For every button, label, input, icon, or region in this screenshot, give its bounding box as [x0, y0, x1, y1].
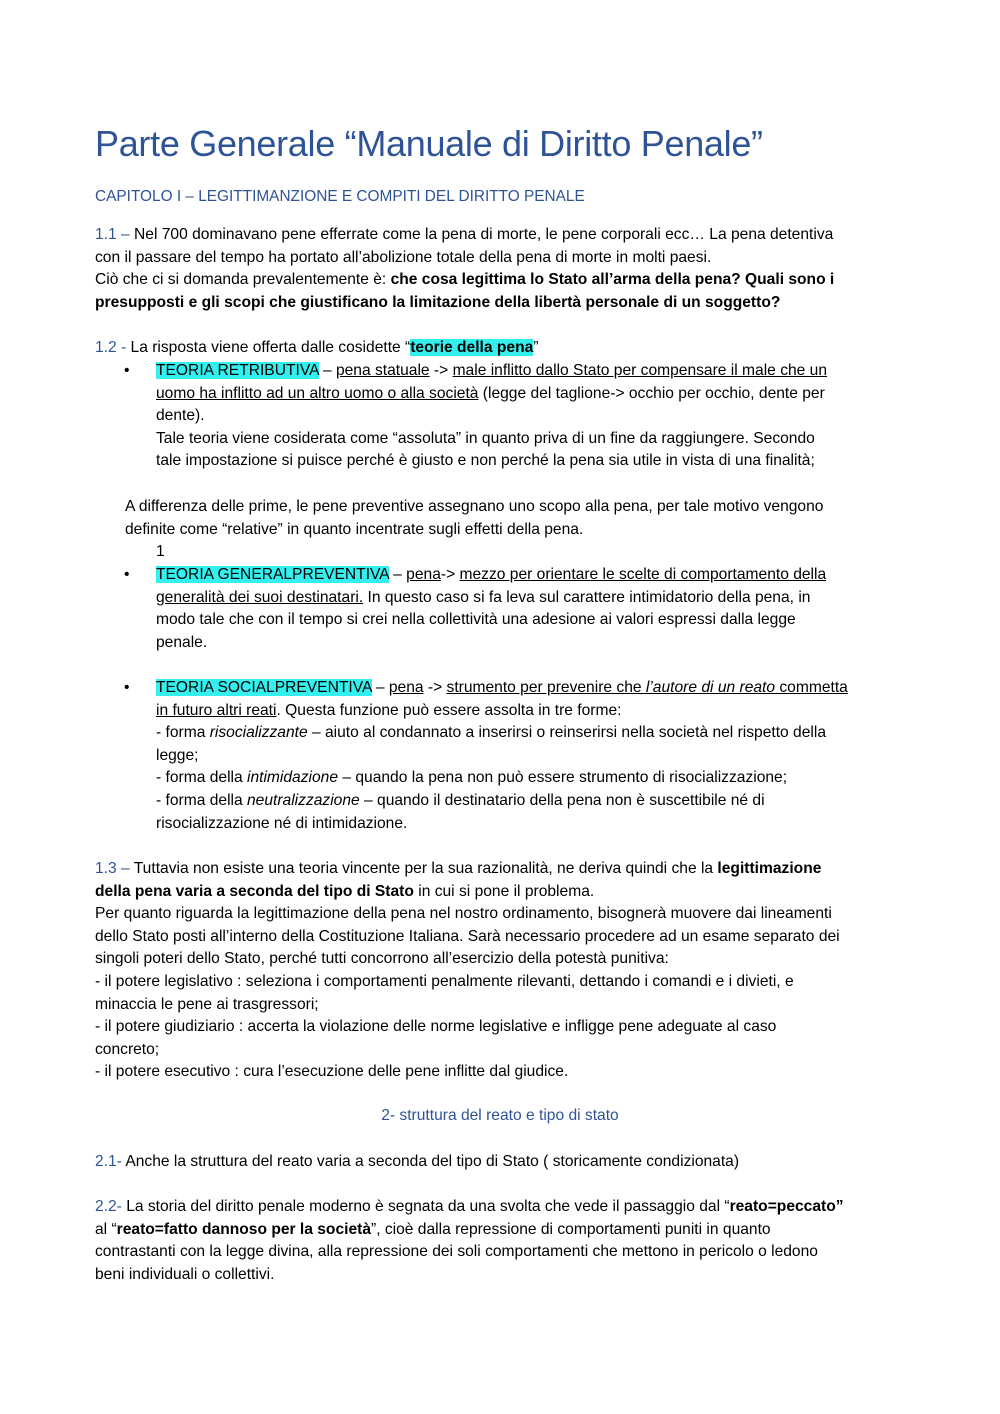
bold-text: presupposti e gli scopi che giustificano la limitazione della libertà personale di un soggetto? [95, 293, 781, 311]
bold-text: che cosa legittima lo Stato all’arma della pena? Quali sono i [390, 271, 835, 289]
paragraph-2-1 [95, 1151, 915, 1174]
text: – aiuto al condannato a inserirsi o reinserirsi nella società nel rispetto della [307, 724, 827, 742]
text: A differenza delle prime, le pene preventive assegnano uno scopo alla pena, per tale motivo vengono [125, 498, 824, 515]
underlined-text: mezzo per orientare le scelte di comportamento della [459, 566, 827, 583]
text: ”, cioè dalla repressione di comportamenti puniti in quanto [371, 1220, 771, 1238]
bold-text: reato=peccato” [729, 1198, 844, 1215]
text: – quando il destinatario della pena non è suscettibile né di [359, 791, 765, 809]
italic-text: risocializzante [209, 724, 308, 742]
text: Anche la struttura del reato varia a seconda del tipo di Stato ( storicamente condizionata) [121, 1153, 740, 1170]
underlined-text: in futuro altri reati [156, 701, 277, 719]
text: Nel 700 dominavano pene efferrate come la pena di morte, le pene corporali ecc… La pena detentiva [129, 226, 834, 243]
italic-text: intimidazione [247, 769, 339, 787]
highlighted-term: TEORIA SOCIALPREVENTIVA [156, 679, 372, 696]
footnote-marker: 1 [156, 543, 165, 560]
underlined-text: pena [406, 566, 441, 583]
bullet-icon: • [124, 362, 130, 379]
text: concreto; [95, 1040, 160, 1058]
section-number: 1.1 – [95, 226, 130, 243]
text: beni individuali o collettivi. [95, 1265, 275, 1283]
section-heading: 2- struttura del reato e tipo di stato [381, 1107, 619, 1124]
underlined-text: strumento per prevenire che [446, 679, 646, 696]
text: -> [429, 362, 453, 379]
highlighted-term: teorie della pena [410, 339, 534, 356]
text: dello Stato posti all’interno della Costituzione Italiana. Sarà necessario procedere ad un esame separato dei [95, 927, 840, 945]
chapter-heading: CAPITOLO I – LEGITTIMANZIONE E COMPITI DEL DIRITTO PENALE [95, 188, 585, 205]
bullet-icon: • [124, 566, 130, 583]
bold-text: reato=fatto dannoso per la società [116, 1220, 371, 1238]
underlined-text: uomo ha inflitto ad un altro uomo o alla società [156, 384, 479, 402]
page-title: Parte Generale “Manuale di Diritto Penale” [95, 123, 763, 164]
text: al “ [95, 1220, 117, 1238]
text: – [318, 362, 336, 379]
section-number: 1.2 - [95, 339, 127, 356]
underlined-text: pena statuale [335, 362, 430, 379]
text: Per quanto riguarda la legittimazione della pena nel nostro ordinamento, bisognerà muovere dai lineamenti [95, 905, 832, 923]
underlined-text: commetta [775, 679, 848, 696]
bold-text: della pena varia a seconda del tipo di Stato [95, 882, 414, 900]
text: legge; [156, 746, 199, 764]
text: dente). [156, 407, 205, 425]
text: singoli poteri dello Stato, perché tutti concorrono all’esercizio della potestà punitiva: [95, 950, 669, 968]
text: - forma della [156, 791, 247, 809]
text: – [388, 566, 407, 583]
text: Tuttavia non esiste una teoria vincente per la sua razionalità, ne deriva quindi che la [129, 860, 718, 877]
highlighted-term: TEORIA RETRIBUTIVA [156, 362, 319, 379]
text: - forma [156, 724, 210, 742]
section-number: 2.2- [95, 1198, 122, 1215]
text: modo tale che con il tempo si crei nella collettività una adesione ai valori espressi dalla legge [156, 611, 796, 629]
text: penale. [156, 633, 208, 651]
text: - il potere esecutivo : cura l’esecuzione delle pene inflitte dal giudice. [95, 1063, 569, 1081]
text: In questo caso si fa leva sul carattere intimidatorio della pena, in [363, 588, 811, 606]
bullet-icon: • [124, 679, 130, 696]
text: (legge del taglione-> occhio per occhio, dente per [478, 384, 825, 402]
text: -> [440, 566, 460, 583]
underlined-text: male inflitto dallo Stato per compensare il male che un [452, 362, 828, 379]
list-item-teoria-socialpreventiva [156, 677, 916, 835]
text: minaccia le pene ai trasgressori; [95, 995, 319, 1013]
text: -> [423, 679, 447, 696]
text: - il potere giudiziario : accerta la violazione delle norme legislative e infligge pene adeguate al caso [95, 1018, 777, 1036]
text: risocializzazione né di intimidazione. [156, 814, 408, 832]
text: Ciò che ci si domanda prevalentemente è: [95, 271, 391, 289]
text: definite come “relative” in quanto incentrate sugli effetti della pena. [125, 520, 584, 538]
bold-text: legittimazione [717, 860, 822, 877]
section-number: 2.1- [95, 1153, 122, 1170]
text: in cui si pone il problema. [413, 882, 595, 900]
paragraph-1-3 [95, 858, 915, 1084]
text: La storia del diritto penale moderno è segnata da una svolta che vede il passaggio dal “ [121, 1198, 730, 1215]
paragraph-difference [125, 496, 915, 541]
italic-text: l’autore di un reato [645, 679, 776, 696]
text: contrastanti con la legge divina, alla repressione dei soli comportamenti che mettono in pericolo o ledono [95, 1243, 818, 1261]
text: - forma della [156, 769, 247, 787]
list-item-teoria-generalpreventiva [156, 564, 916, 654]
paragraph-2-2 [95, 1196, 915, 1286]
text: – [371, 679, 389, 696]
highlighted-term: TEORIA GENERALPREVENTIVA [156, 566, 389, 583]
underlined-text: generalità dei suoi destinatari. [156, 588, 364, 606]
list-item-teoria-retributiva [156, 360, 916, 473]
text: . Questa funzione può essere assolta in tre forme: [276, 701, 622, 719]
paragraph-1-2 [95, 337, 915, 360]
text: ” [533, 339, 539, 356]
text: La risposta viene offerta dalle cosidette “ [126, 339, 411, 356]
italic-text: neutralizzazione [247, 791, 360, 809]
text: Tale teoria viene cosiderata come “assoluta” in quanto priva di un fine da raggiungere. Secondo [156, 429, 815, 447]
section-number: 1.3 – [95, 860, 130, 877]
text: - il potere legislativo : seleziona i comportamenti penalmente rilevanti, dettando i comandi e i divieti, e [95, 972, 794, 990]
text: tale impostazione si puisce perché è giusto e non perché la pena sia utile in vista di una finalità; [156, 452, 815, 470]
underlined-text: pena [388, 679, 424, 696]
paragraph-1-1 [95, 224, 915, 314]
text: con il passare del tempo ha portato all’abolizione totale della pena di morte in molti paesi. [95, 248, 712, 266]
text: – quando la pena non può essere strumento di risocializzazione; [338, 769, 788, 787]
